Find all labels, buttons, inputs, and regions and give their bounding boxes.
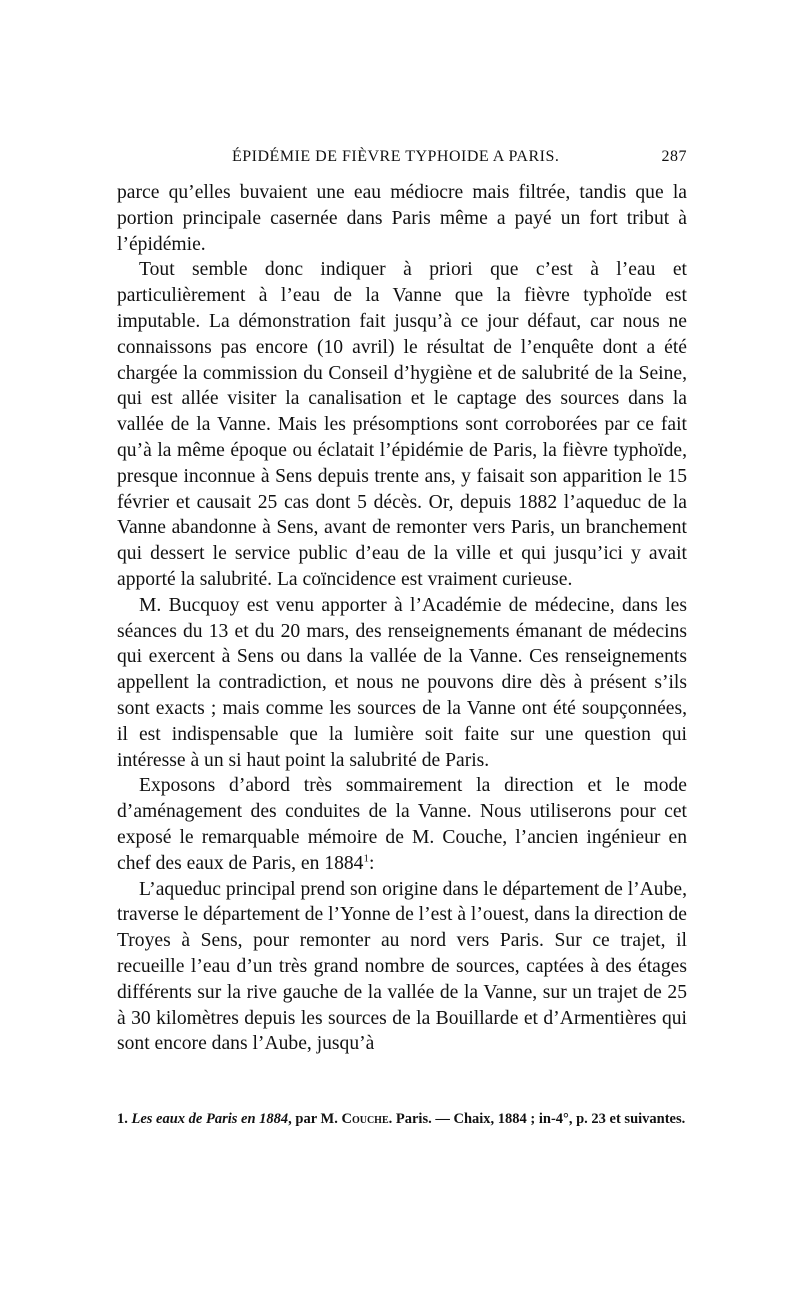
footnote-marker-punct: :	[368, 852, 375, 874]
footnote-rest: . Paris. — Chaix, 1884 ; in-4°, p. 23 et suivantes.	[388, 1111, 686, 1127]
running-title: ÉPIDÉMIE DE FIÈVRE TYPHOIDE A PARIS.	[232, 148, 560, 165]
page	[117, 146, 687, 1057]
paragraph-3: M. Bucquoy est venu apporter à l’Académie de médecine, dans les séances du 13 et du 20 mars, des renseignements émanant de médecins qui exercent à Sens ou dans la vallée de la Vanne. Ces renseignements appellent la contradiction, et nous ne pouvons dire dès à présent s’ils sont exacts ; mais comme les sources de la Vanne ont été soupçonnées, il est indispensable que la lumière soit faite sur une question qui intéresse à un si haut point la salubrité de Paris.	[117, 594, 687, 771]
paragraph-4-text: Exposons d’abord très sommairement la direction et le mode d’aménagement des conduites de la Vanne. Nous utiliserons pour cet exposé le remarquable mémoire de M. Couche, l’ancien ingénieur en chef des eaux de Paris, en 1884	[117, 775, 687, 874]
footnote-by: , par M.	[288, 1111, 338, 1127]
footnote-number: 1.	[117, 1111, 128, 1127]
body-text	[117, 180, 687, 1057]
footnote-marker: 1	[363, 852, 369, 865]
paragraph-1: parce qu’elles buvaient une eau médiocre mais filtrée, tandis que la portion principale casernée dans Paris même a payé un fort tribut à l’épidémie.	[117, 182, 687, 255]
footnote	[117, 1109, 687, 1130]
footnote-author: Couche	[341, 1111, 389, 1127]
page-number: 287	[661, 148, 687, 165]
paragraph-5: L’aqueduc principal prend son origine dans le département de l’Aube, traverse le département de l’Yonne de l’est à l’ouest, dans la direction de Troyes à Sens, pour remonter au nord vers Paris. Sur ce trajet, il recueille l’eau d’un très grand nombre de sources, captées à des étages différents sur la rive gauche de la vallée de la Vanne, sur un trajet de 25 à 30 kilomètres depuis les sources de la Bouillarde et d’Armentières qui sont encore dans l’Aube, jusqu’à	[117, 878, 687, 1055]
footnote-title: Les eaux de Paris en 1884	[131, 1111, 289, 1127]
paragraph-4	[117, 773, 687, 876]
paragraph-2: Tout semble donc indiquer à priori que c’est à l’eau et particulièrement à l’eau de la Vanne que la fièvre typhoïde est imputable. La démonstration fait jusqu’à ce jour défaut, car nous ne connaissons pas encore (10 avril) le résultat de l’enquête dont a été chargée la commission du Conseil d’hygiène et de salubrité de la Seine, qui est allée visiter la canalisation et le captage des sources dans la vallée de la Vanne. Mais les présomptions sont corroborées par ce fait qu’à la même époque ou éclatait l’épidémie de Paris, la fièvre typhoïde, presque inconnue à Sens depuis trente ans, y faisait son apparition le 15 février et causait 25 cas dont 5 décès. Or, depuis 1882 l’aqueduc de la Vanne abandonne à Sens, avant de remonter vers Paris, un branchement qui dessert le service public d’eau de la ville et qui jusqu’ici y avait apporté la salubrité. La coïncidence est vraiment curieuse.	[117, 259, 687, 590]
running-header	[117, 146, 687, 172]
